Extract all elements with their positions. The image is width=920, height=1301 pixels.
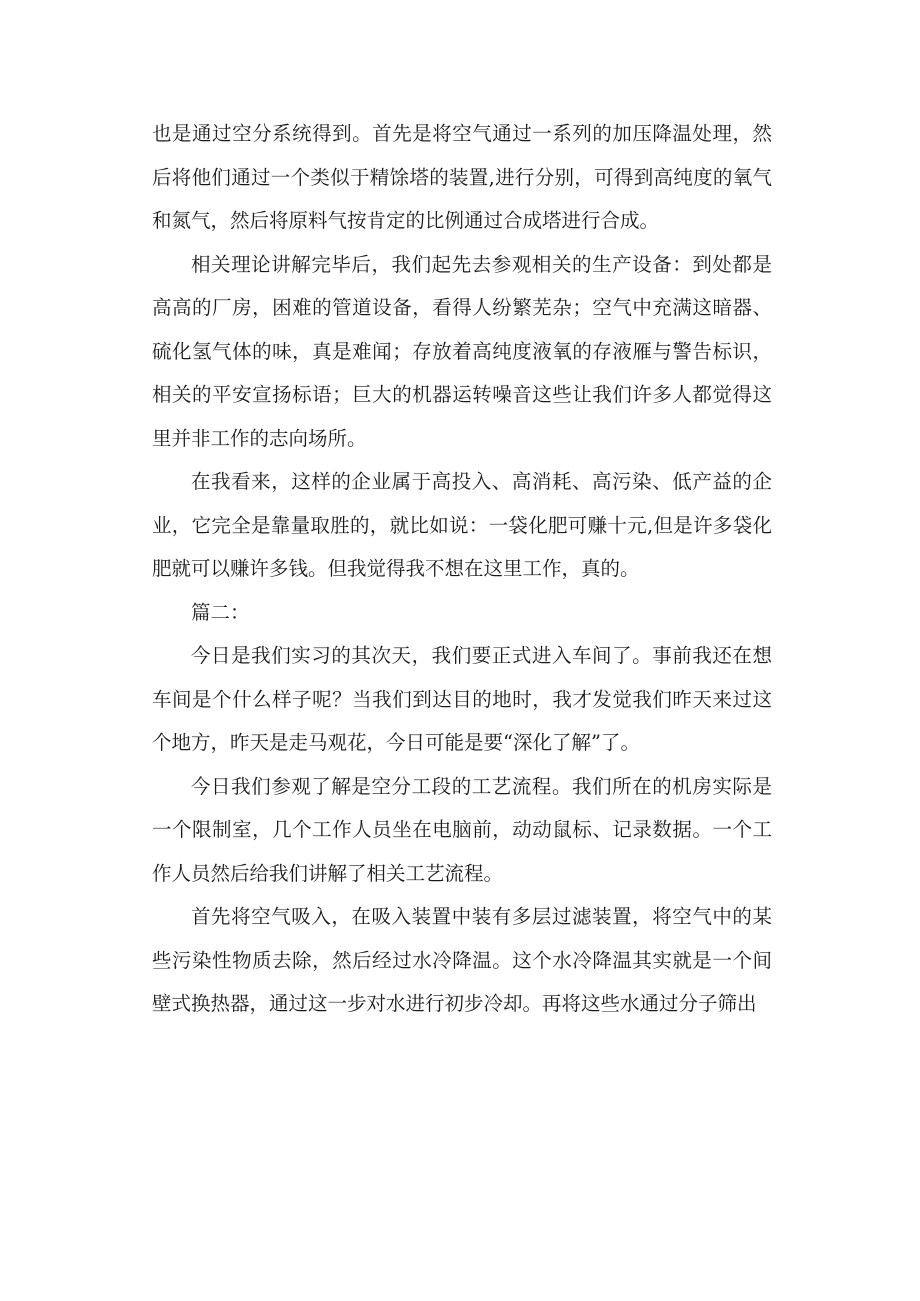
paragraph-1: 也是通过空分系统得到。首先是将空气通过一系列的加压降温处理，然后将他们通过一个类似于精馀塔的装置,进行分别，可得到高纯度的氧气和氮气，然后将原料气按肯定的比例通过合成塔进行合成。: [152, 122, 772, 232]
paragraph-4: 今日是我们实习的其次天，我们要正式进入车间了。事前我还在想车间是个什么样子呢？当我们到达目的地时，我才发觉我们昨天来过这个地方，昨天是走马观花，今日可能是要“深化了解”了。: [152, 644, 772, 754]
paragraph-5: 今日我们参观了解是空分工段的工艺流程。我们所在的机房实际是一个限制室，几个工作人员坐在电脑前，动动鼠标、记录数据。一个工作人员然后给我们讲解了相关工艺流程。: [152, 774, 772, 885]
document-body: [152, 112, 772, 1026]
paragraph-2: 相关理论讲解完毕后，我们起先去参观相关的生产设备：到处都是高高的厂房，困难的管道设备，看得人纷繁芜杂；空气中充满这暗器、硫化氢气体的味，真是难闻；存放着高纯度液氧的存液雁与警告标识，相关的平安宣扬标语；巨大的机器运转噪音这些让我们许多人都觉得这里并非工作的志向场所。: [152, 252, 772, 450]
paragraph-3: 在我看来，这样的企业属于高投入、高消耗、高污染、低产益的企业，它完全是靠量取胜的，就比如说：一袋化肥可赚十元,但是许多袋化肥就可以赚许多钱。但我觉得我不想在这里工作，真的。: [152, 470, 772, 580]
section-heading: 篇二：: [191, 600, 250, 624]
paragraph-6: 首先将空气吸入，在吸入装置中装有多层过滤装置，将空气中的某些污染性物质去除，然后经过水冷降温。这个水冷降温其实就是一个间壁式换热器，通过这一步对水进行初步冷却。再将这些水通过分子筛出: [152, 905, 772, 1015]
